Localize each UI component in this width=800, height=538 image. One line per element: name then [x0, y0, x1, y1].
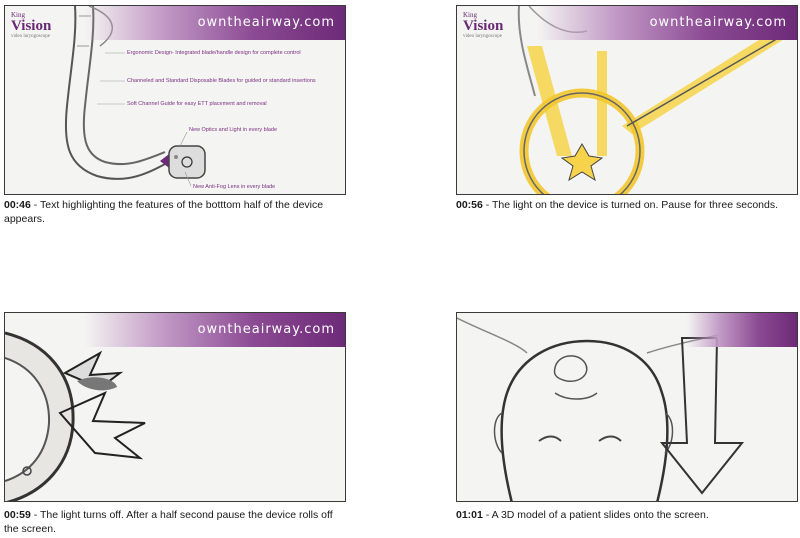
- caption-text: - The light turns off. After a half second pause the device rolls off the screen.: [4, 509, 333, 535]
- banner-url: owntheairway.com: [197, 322, 335, 337]
- storyboard-frame-3: [4, 312, 346, 502]
- banner-url: owntheairway.com: [197, 15, 335, 30]
- site-banner: [85, 6, 345, 40]
- timestamp: 00:56: [456, 199, 483, 211]
- king-vision-logo: King Vision video laryngoscope: [463, 11, 504, 39]
- frame-caption-3: [4, 508, 344, 536]
- timestamp: 00:59: [4, 509, 31, 521]
- feature-label: New Optics and Light in every blade: [189, 127, 278, 133]
- frame-caption-2: [456, 198, 796, 212]
- storyboard-frame-2: [456, 5, 798, 195]
- king-vision-logo: King Vision video laryngoscope: [11, 11, 52, 39]
- site-banner: [537, 6, 797, 40]
- storyboard-frame-4: [456, 312, 798, 502]
- storyboard-frame-1: [4, 5, 346, 195]
- feature-label: Ergonomic Design- Integrated blade/handle design for complete control: [127, 50, 301, 56]
- caption-text: - A 3D model of a patient slides onto the screen.: [482, 509, 709, 521]
- frame-caption-1: [4, 198, 344, 226]
- caption-text: - Text highlighting the features of the botttom half of the device appears.: [4, 199, 324, 225]
- banner-url: owntheairway.com: [649, 15, 787, 30]
- site-banner: [85, 313, 345, 347]
- timestamp: 00:46: [4, 199, 31, 211]
- feature-label: Soft Channel Guide for easy ETT placement and removal: [127, 101, 267, 107]
- frame-caption-4: [456, 508, 796, 522]
- feature-label: New Anti-Fog Lens in every blade: [193, 184, 276, 190]
- site-banner: [687, 313, 797, 347]
- feature-label: Channeled and Standard Disposable Blades for guided or standard insertions: [127, 78, 316, 84]
- timestamp: 01:01: [456, 509, 483, 521]
- caption-text: - The light on the device is turned on. Pause for three seconds.: [482, 199, 779, 211]
